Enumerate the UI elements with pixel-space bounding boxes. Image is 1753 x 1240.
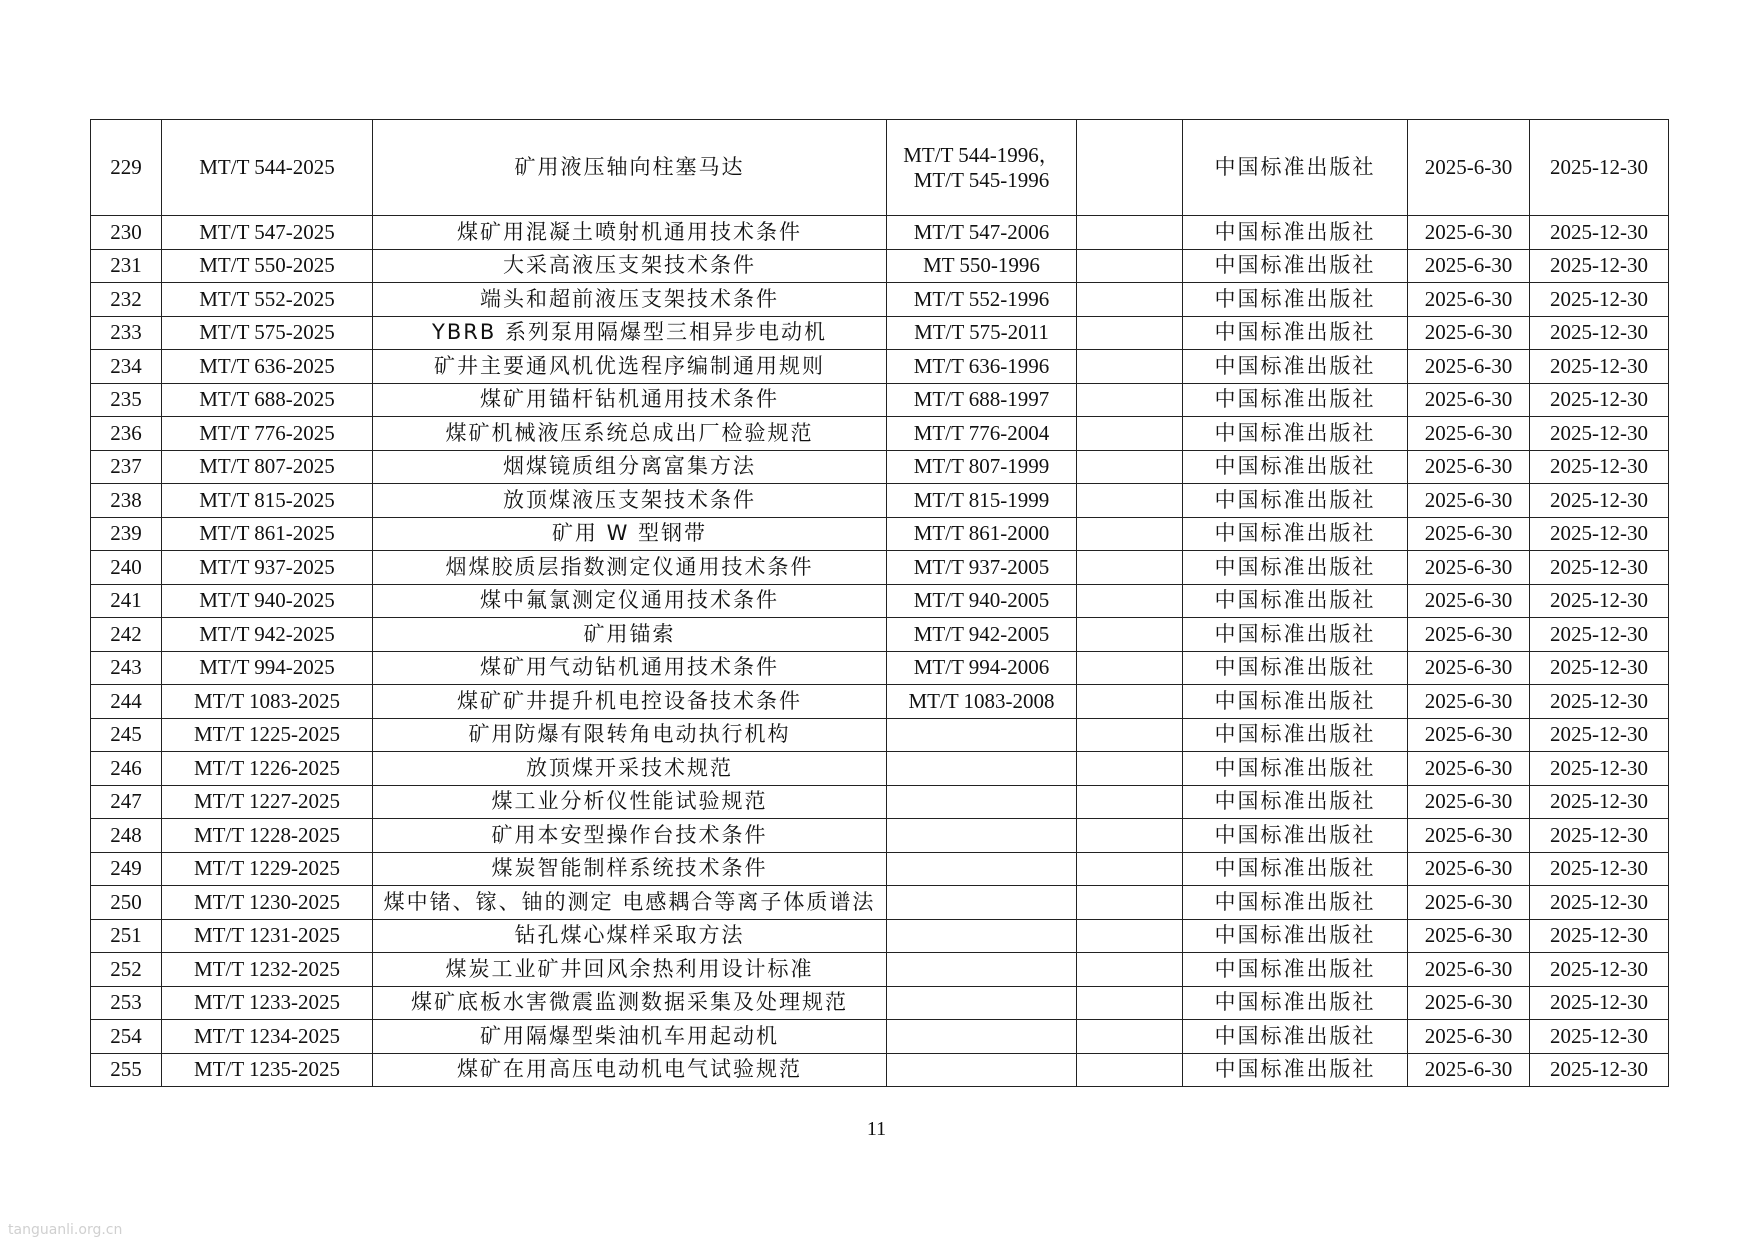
cell-replaced-standard — [887, 986, 1077, 1020]
replaced-standard-line: MT 550-1996 — [923, 253, 1040, 278]
cell-adopted-standard — [1077, 350, 1183, 384]
cell-standard-name: 煤矿机械液压系统总成出厂检验规范 — [373, 417, 887, 451]
cell-replaced-standard — [887, 584, 1077, 618]
cell-number: 239 — [91, 517, 162, 551]
cell-number: 240 — [91, 551, 162, 585]
cell-standard-name: 煤矿用锚杆钻机通用技术条件 — [373, 383, 887, 417]
cell-replaced-standard — [887, 283, 1077, 317]
cell-standard-code: MT/T 1233-2025 — [162, 986, 373, 1020]
cell-replaced-standard — [887, 651, 1077, 685]
table-row — [91, 986, 1669, 1020]
cell-publish-date: 2025-6-30 — [1408, 249, 1530, 283]
cell-number: 253 — [91, 986, 162, 1020]
cell-replaced-standard — [887, 316, 1077, 350]
table-row — [91, 383, 1669, 417]
cell-effective-date: 2025-12-30 — [1530, 249, 1669, 283]
table-row — [91, 417, 1669, 451]
cell-adopted-standard — [1077, 551, 1183, 585]
cell-number: 255 — [91, 1053, 162, 1087]
cell-replaced-standard — [887, 450, 1077, 484]
table-row — [91, 819, 1669, 853]
cell-number: 241 — [91, 584, 162, 618]
cell-replaced-standard — [887, 886, 1077, 920]
replaced-standard-line: MT/T 776-2004 — [913, 420, 1050, 445]
cell-publisher: 中国标准出版社 — [1183, 819, 1408, 853]
cell-publish-date: 2025-6-30 — [1408, 551, 1530, 585]
cell-effective-date: 2025-12-30 — [1530, 383, 1669, 417]
standards-table-body — [91, 120, 1669, 1087]
cell-adopted-standard — [1077, 249, 1183, 283]
replaced-standard-line: MT/T 688-1997 — [913, 387, 1050, 412]
cell-effective-date: 2025-12-30 — [1530, 618, 1669, 652]
table-row — [91, 283, 1669, 317]
cell-publisher: 中国标准出版社 — [1183, 283, 1408, 317]
cell-standard-name: 大采高液压支架技术条件 — [373, 249, 887, 283]
cell-publish-date: 2025-6-30 — [1408, 852, 1530, 886]
cell-standard-name: 煤炭工业矿井回风余热利用设计标准 — [373, 953, 887, 987]
cell-publisher: 中国标准出版社 — [1183, 484, 1408, 518]
cell-standard-name: 放顶煤开采技术规范 — [373, 752, 887, 786]
cell-standard-name: YBRB 系列泵用隔爆型三相异步电动机 — [373, 316, 887, 350]
cell-adopted-standard — [1077, 1020, 1183, 1054]
cell-publish-date: 2025-6-30 — [1408, 718, 1530, 752]
cell-publisher: 中国标准出版社 — [1183, 718, 1408, 752]
cell-effective-date: 2025-12-30 — [1530, 1053, 1669, 1087]
cell-number: 235 — [91, 383, 162, 417]
table-row — [91, 618, 1669, 652]
cell-adopted-standard — [1077, 484, 1183, 518]
cell-standard-code: MT/T 1235-2025 — [162, 1053, 373, 1087]
cell-publisher: 中国标准出版社 — [1183, 584, 1408, 618]
cell-number: 249 — [91, 852, 162, 886]
replaced-standard-line: MT/T 545-1996 — [913, 167, 1050, 192]
cell-publisher: 中国标准出版社 — [1183, 551, 1408, 585]
cell-standard-code: MT/T 1234-2025 — [162, 1020, 373, 1054]
cell-standard-name: 煤矿底板水害微震监测数据采集及处理规范 — [373, 986, 887, 1020]
cell-effective-date: 2025-12-30 — [1530, 120, 1669, 216]
cell-publisher: 中国标准出版社 — [1183, 685, 1408, 719]
cell-standard-code: MT/T 575-2025 — [162, 316, 373, 350]
cell-standard-code: MT/T 807-2025 — [162, 450, 373, 484]
replaced-standard-line: MT/T 807-1999 — [913, 454, 1050, 479]
cell-publish-date: 2025-6-30 — [1408, 886, 1530, 920]
cell-adopted-standard — [1077, 651, 1183, 685]
cell-publisher: 中国标准出版社 — [1183, 1020, 1408, 1054]
cell-publisher: 中国标准出版社 — [1183, 1053, 1408, 1087]
cell-publisher: 中国标准出版社 — [1183, 383, 1408, 417]
cell-standard-code: MT/T 552-2025 — [162, 283, 373, 317]
cell-publisher: 中国标准出版社 — [1183, 350, 1408, 384]
cell-replaced-standard — [887, 919, 1077, 953]
cell-replaced-standard — [887, 718, 1077, 752]
cell-publisher: 中国标准出版社 — [1183, 216, 1408, 250]
cell-replaced-standard — [887, 618, 1077, 652]
cell-standard-code: MT/T 1232-2025 — [162, 953, 373, 987]
table-row — [91, 886, 1669, 920]
table-row — [91, 919, 1669, 953]
cell-publisher: 中国标准出版社 — [1183, 852, 1408, 886]
cell-replaced-standard — [887, 383, 1077, 417]
cell-publish-date: 2025-6-30 — [1408, 1020, 1530, 1054]
cell-replaced-standard — [887, 785, 1077, 819]
cell-standard-code: MT/T 994-2025 — [162, 651, 373, 685]
cell-effective-date: 2025-12-30 — [1530, 919, 1669, 953]
cell-replaced-standard — [887, 417, 1077, 451]
cell-effective-date: 2025-12-30 — [1530, 886, 1669, 920]
cell-standard-code: MT/T 815-2025 — [162, 484, 373, 518]
cell-publisher: 中国标准出版社 — [1183, 417, 1408, 451]
cell-standard-code: MT/T 1228-2025 — [162, 819, 373, 853]
cell-number: 254 — [91, 1020, 162, 1054]
table-row — [91, 785, 1669, 819]
cell-publish-date: 2025-6-30 — [1408, 383, 1530, 417]
cell-number: 238 — [91, 484, 162, 518]
cell-standard-name: 煤矿用混凝土喷射机通用技术条件 — [373, 216, 887, 250]
table-row — [91, 216, 1669, 250]
cell-standard-code: MT/T 1227-2025 — [162, 785, 373, 819]
replaced-standard-line: MT/T 552-1996 — [913, 286, 1050, 311]
table-row — [91, 249, 1669, 283]
cell-publish-date: 2025-6-30 — [1408, 618, 1530, 652]
replaced-standard-line: MT/T 942-2005 — [913, 621, 1050, 646]
cell-number: 244 — [91, 685, 162, 719]
table-row — [91, 551, 1669, 585]
cell-publish-date: 2025-6-30 — [1408, 417, 1530, 451]
watermark: tanguanli.org.cn — [8, 1222, 123, 1238]
cell-effective-date: 2025-12-30 — [1530, 651, 1669, 685]
cell-number: 245 — [91, 718, 162, 752]
replaced-standard-line: MT/T 937-2005 — [913, 554, 1050, 579]
cell-adopted-standard — [1077, 517, 1183, 551]
cell-replaced-standard — [887, 484, 1077, 518]
cell-adopted-standard — [1077, 450, 1183, 484]
table-row — [91, 651, 1669, 685]
cell-publish-date: 2025-6-30 — [1408, 685, 1530, 719]
cell-publish-date: 2025-6-30 — [1408, 986, 1530, 1020]
cell-standard-name: 矿用液压轴向柱塞马达 — [373, 120, 887, 216]
cell-standard-name: 煤矿矿井提升机电控设备技术条件 — [373, 685, 887, 719]
table-row — [91, 316, 1669, 350]
replaced-standard-line: MT/T 544-1996， — [903, 142, 1060, 167]
table-row — [91, 685, 1669, 719]
cell-standard-code: MT/T 636-2025 — [162, 350, 373, 384]
replaced-standard-line: MT/T 547-2006 — [913, 219, 1050, 244]
cell-effective-date: 2025-12-30 — [1530, 450, 1669, 484]
cell-number: 237 — [91, 450, 162, 484]
table-row — [91, 120, 1669, 216]
cell-standard-name: 端头和超前液压支架技术条件 — [373, 283, 887, 317]
table-row — [91, 517, 1669, 551]
cell-adopted-standard — [1077, 584, 1183, 618]
cell-publisher: 中国标准出版社 — [1183, 517, 1408, 551]
cell-publisher: 中国标准出版社 — [1183, 618, 1408, 652]
cell-standard-code: MT/T 688-2025 — [162, 383, 373, 417]
cell-standard-code: MT/T 942-2025 — [162, 618, 373, 652]
cell-standard-code: MT/T 550-2025 — [162, 249, 373, 283]
cell-standard-name: 烟煤镜质组分离富集方法 — [373, 450, 887, 484]
cell-replaced-standard — [887, 517, 1077, 551]
table-row — [91, 953, 1669, 987]
replaced-standard-line: MT/T 815-1999 — [913, 487, 1050, 512]
cell-replaced-standard — [887, 551, 1077, 585]
replaced-standard-line: MT/T 940-2005 — [913, 588, 1050, 613]
cell-standard-code: MT/T 1083-2025 — [162, 685, 373, 719]
cell-standard-code: MT/T 937-2025 — [162, 551, 373, 585]
cell-number: 250 — [91, 886, 162, 920]
cell-adopted-standard — [1077, 852, 1183, 886]
cell-adopted-standard — [1077, 919, 1183, 953]
cell-number: 242 — [91, 618, 162, 652]
cell-effective-date: 2025-12-30 — [1530, 484, 1669, 518]
cell-adopted-standard — [1077, 618, 1183, 652]
replaced-standard-line: MT/T 575-2011 — [914, 320, 1049, 345]
cell-publish-date: 2025-6-30 — [1408, 819, 1530, 853]
replaced-standard-line: MT/T 861-2000 — [913, 521, 1050, 546]
cell-adopted-standard — [1077, 685, 1183, 719]
cell-number: 231 — [91, 249, 162, 283]
cell-effective-date: 2025-12-30 — [1530, 517, 1669, 551]
cell-publish-date: 2025-6-30 — [1408, 216, 1530, 250]
cell-adopted-standard — [1077, 316, 1183, 350]
replaced-standard-line: MT/T 1083-2008 — [908, 688, 1055, 713]
cell-number: 247 — [91, 785, 162, 819]
cell-standard-code: MT/T 1231-2025 — [162, 919, 373, 953]
cell-publisher: 中国标准出版社 — [1183, 986, 1408, 1020]
cell-effective-date: 2025-12-30 — [1530, 350, 1669, 384]
cell-effective-date: 2025-12-30 — [1530, 852, 1669, 886]
cell-standard-name: 煤中氟氯测定仪通用技术条件 — [373, 584, 887, 618]
cell-number: 248 — [91, 819, 162, 853]
cell-standard-code: MT/T 1226-2025 — [162, 752, 373, 786]
cell-effective-date: 2025-12-30 — [1530, 283, 1669, 317]
replaced-standard-line: MT/T 636-1996 — [913, 353, 1050, 378]
cell-effective-date: 2025-12-30 — [1530, 216, 1669, 250]
cell-publish-date: 2025-6-30 — [1408, 283, 1530, 317]
cell-adopted-standard — [1077, 752, 1183, 786]
table-row — [91, 350, 1669, 384]
cell-number: 234 — [91, 350, 162, 384]
cell-replaced-standard — [887, 216, 1077, 250]
cell-publisher: 中国标准出版社 — [1183, 450, 1408, 484]
cell-replaced-standard — [887, 350, 1077, 384]
cell-replaced-standard — [887, 819, 1077, 853]
cell-standard-name: 矿用防爆有限转角电动执行机构 — [373, 718, 887, 752]
cell-standard-name: 矿用锚索 — [373, 618, 887, 652]
cell-effective-date: 2025-12-30 — [1530, 986, 1669, 1020]
cell-effective-date: 2025-12-30 — [1530, 551, 1669, 585]
cell-publish-date: 2025-6-30 — [1408, 484, 1530, 518]
cell-effective-date: 2025-12-30 — [1530, 1020, 1669, 1054]
cell-adopted-standard — [1077, 283, 1183, 317]
cell-publisher: 中国标准出版社 — [1183, 316, 1408, 350]
cell-number: 233 — [91, 316, 162, 350]
cell-adopted-standard — [1077, 785, 1183, 819]
replaced-standard-line: MT/T 994-2006 — [913, 655, 1050, 680]
cell-standard-code: MT/T 544-2025 — [162, 120, 373, 216]
cell-replaced-standard — [887, 1020, 1077, 1054]
cell-publisher: 中国标准出版社 — [1183, 651, 1408, 685]
cell-effective-date: 2025-12-30 — [1530, 752, 1669, 786]
cell-adopted-standard — [1077, 383, 1183, 417]
cell-standard-name: 煤炭智能制样系统技术条件 — [373, 852, 887, 886]
cell-replaced-standard — [887, 249, 1077, 283]
cell-standard-code: MT/T 940-2025 — [162, 584, 373, 618]
cell-standard-name: 矿用本安型操作台技术条件 — [373, 819, 887, 853]
cell-publish-date: 2025-6-30 — [1408, 517, 1530, 551]
cell-adopted-standard — [1077, 120, 1183, 216]
cell-publish-date: 2025-6-30 — [1408, 316, 1530, 350]
cell-adopted-standard — [1077, 986, 1183, 1020]
cell-standard-name: 矿用隔爆型柴油机车用起动机 — [373, 1020, 887, 1054]
cell-number: 236 — [91, 417, 162, 451]
cell-replaced-standard — [887, 852, 1077, 886]
cell-replaced-standard — [887, 120, 1077, 216]
cell-adopted-standard — [1077, 417, 1183, 451]
cell-standard-code: MT/T 1225-2025 — [162, 718, 373, 752]
cell-adopted-standard — [1077, 819, 1183, 853]
cell-number: 230 — [91, 216, 162, 250]
cell-publish-date: 2025-6-30 — [1408, 919, 1530, 953]
page-number: 11 — [866, 1118, 887, 1140]
cell-replaced-standard — [887, 1053, 1077, 1087]
cell-standard-name: 煤矿用气动钻机通用技术条件 — [373, 651, 887, 685]
cell-number: 251 — [91, 919, 162, 953]
cell-adopted-standard — [1077, 1053, 1183, 1087]
cell-adopted-standard — [1077, 953, 1183, 987]
cell-replaced-standard — [887, 685, 1077, 719]
cell-number: 229 — [91, 120, 162, 216]
cell-publisher: 中国标准出版社 — [1183, 120, 1408, 216]
cell-publish-date: 2025-6-30 — [1408, 584, 1530, 618]
cell-number: 243 — [91, 651, 162, 685]
cell-number: 246 — [91, 752, 162, 786]
cell-replaced-standard — [887, 752, 1077, 786]
cell-publish-date: 2025-6-30 — [1408, 350, 1530, 384]
cell-adopted-standard — [1077, 216, 1183, 250]
cell-standard-code: MT/T 861-2025 — [162, 517, 373, 551]
cell-standard-name: 煤矿在用高压电动机电气试验规范 — [373, 1053, 887, 1087]
table-row — [91, 1053, 1669, 1087]
cell-effective-date: 2025-12-30 — [1530, 819, 1669, 853]
cell-standard-name: 矿用 W 型钢带 — [373, 517, 887, 551]
cell-publisher: 中国标准出版社 — [1183, 919, 1408, 953]
cell-standard-code: MT/T 547-2025 — [162, 216, 373, 250]
table-row — [91, 584, 1669, 618]
table-row — [91, 752, 1669, 786]
table-row — [91, 450, 1669, 484]
cell-effective-date: 2025-12-30 — [1530, 685, 1669, 719]
cell-replaced-standard — [887, 953, 1077, 987]
cell-publish-date: 2025-6-30 — [1408, 953, 1530, 987]
cell-publish-date: 2025-6-30 — [1408, 785, 1530, 819]
table-row — [91, 852, 1669, 886]
cell-effective-date: 2025-12-30 — [1530, 584, 1669, 618]
cell-adopted-standard — [1077, 886, 1183, 920]
cell-number: 232 — [91, 283, 162, 317]
standards-table — [90, 119, 1669, 1087]
cell-adopted-standard — [1077, 718, 1183, 752]
cell-publish-date: 2025-6-30 — [1408, 1053, 1530, 1087]
cell-publish-date: 2025-6-30 — [1408, 120, 1530, 216]
table-row — [91, 484, 1669, 518]
cell-standard-code: MT/T 1229-2025 — [162, 852, 373, 886]
cell-effective-date: 2025-12-30 — [1530, 953, 1669, 987]
cell-effective-date: 2025-12-30 — [1530, 785, 1669, 819]
cell-standard-code: MT/T 776-2025 — [162, 417, 373, 451]
cell-publish-date: 2025-6-30 — [1408, 651, 1530, 685]
cell-standard-name: 钻孔煤心煤样采取方法 — [373, 919, 887, 953]
cell-standard-name: 煤工业分析仪性能试验规范 — [373, 785, 887, 819]
cell-publisher: 中国标准出版社 — [1183, 752, 1408, 786]
cell-publisher: 中国标准出版社 — [1183, 249, 1408, 283]
cell-number: 252 — [91, 953, 162, 987]
table-row — [91, 1020, 1669, 1054]
cell-standard-name: 矿井主要通风机优选程序编制通用规则 — [373, 350, 887, 384]
table-row — [91, 718, 1669, 752]
cell-publisher: 中国标准出版社 — [1183, 785, 1408, 819]
cell-publish-date: 2025-6-30 — [1408, 752, 1530, 786]
cell-standard-code: MT/T 1230-2025 — [162, 886, 373, 920]
cell-standard-name: 烟煤胶质层指数测定仪通用技术条件 — [373, 551, 887, 585]
cell-publish-date: 2025-6-30 — [1408, 450, 1530, 484]
cell-effective-date: 2025-12-30 — [1530, 718, 1669, 752]
cell-standard-name: 煤中锗、镓、铀的测定 电感耦合等离子体质谱法 — [373, 886, 887, 920]
cell-effective-date: 2025-12-30 — [1530, 316, 1669, 350]
cell-publisher: 中国标准出版社 — [1183, 886, 1408, 920]
cell-standard-name: 放顶煤液压支架技术条件 — [373, 484, 887, 518]
cell-publisher: 中国标准出版社 — [1183, 953, 1408, 987]
cell-effective-date: 2025-12-30 — [1530, 417, 1669, 451]
